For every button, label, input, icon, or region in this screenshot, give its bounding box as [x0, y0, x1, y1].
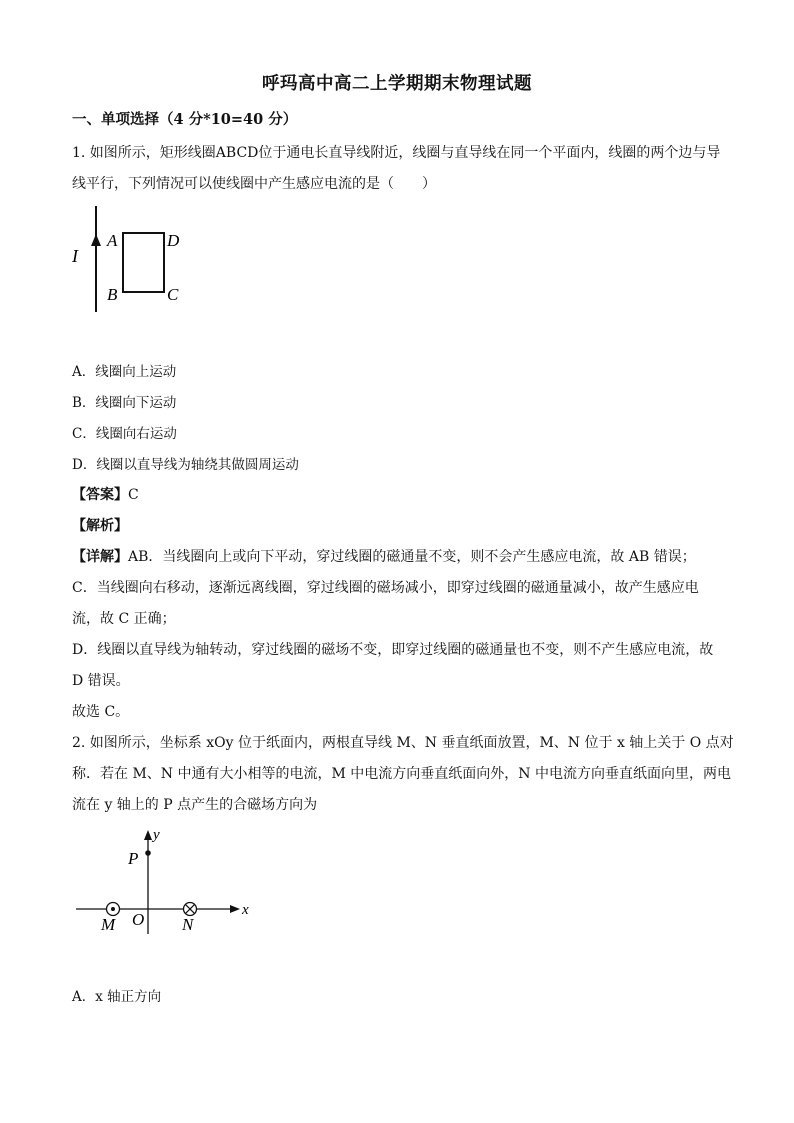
q2-stem-line-3: 流在 y 轴上的 P 点产生的合磁场方向为	[72, 797, 318, 813]
q1-stem-line-2: 线平行，下列情况可以使线圈中产生感应电流的是（ ）	[72, 176, 436, 192]
q1-detail-line-1	[72, 546, 696, 566]
section-heading: 一、单项选择（4 分*10=40 分）	[72, 111, 298, 128]
q1-detail-line-6: 故选 C。	[72, 704, 130, 720]
rectangular-coil	[123, 233, 164, 292]
q1-detail-line-4: D．线圈以直导线为轴转动，穿过线圈的磁场不变，即穿过线圈的磁通量也不变，则不产生感应电流，故	[72, 642, 714, 658]
q1-analysis-heading	[72, 515, 128, 535]
q1-answer	[72, 484, 139, 504]
x-axis-arrow-icon	[230, 905, 240, 913]
label-p: P	[128, 849, 139, 868]
coil-label-d: D	[167, 231, 180, 250]
label-m: M	[101, 915, 116, 934]
point-p	[145, 850, 151, 856]
coil-label-b: B	[107, 285, 118, 304]
label-o: O	[132, 910, 145, 929]
q1-option-d: D．线圈以直导线为轴绕其做圆周运动	[72, 457, 299, 473]
y-axis-arrow-icon	[144, 830, 152, 840]
q2-stem-line-1: 2. 如图所示，坐标系 xOy 位于纸面内，两根直导线 M、N 垂直纸面放置，M、N 位于 x 轴上关于 O 点对	[72, 735, 734, 751]
wire-n-into-page-icon	[184, 903, 197, 916]
q1-figure	[60, 200, 200, 320]
detail-text-1: AB．当线圈向上或向下平动，穿过线圈的磁通量不变，则不会产生感应电流，故 AB 错误；	[128, 549, 696, 565]
detail-tag: 【详解】	[72, 549, 128, 565]
wire-m-out-of-page-icon	[107, 903, 120, 916]
answer-value: C	[128, 487, 139, 503]
q1-stem-line-1: 1. 如图所示，矩形线圈ABCD位于通电长直导线附近，线圈与直导线在同一个平面内，线圈的两个边与导	[72, 145, 721, 161]
q1-option-c: C．线圈向右运动	[72, 426, 177, 442]
label-y: y	[153, 827, 160, 843]
coil-label-a: A	[107, 231, 118, 250]
label-x: x	[242, 902, 249, 918]
current-label: I	[72, 246, 78, 266]
q1-detail-line-5: D 错误。	[72, 673, 130, 689]
label-n: N	[182, 915, 194, 934]
current-arrow-icon	[91, 234, 101, 246]
q2-stem-line-2: 称．若在 M、N 中通有大小相等的电流，M 中电流方向垂直纸面向外，N 中电流方向垂直纸面向里，两电	[72, 766, 731, 782]
q1-option-a: A．线圈向上运动	[72, 364, 177, 380]
q1-option-b: B．线圈向下运动	[72, 395, 177, 411]
q2-figure	[70, 822, 260, 942]
page-title: 呼玛高中高二上学期期末物理试题	[262, 74, 532, 94]
answer-tag: 【答案】	[72, 487, 128, 503]
coil-label-c: C	[167, 285, 179, 304]
q2-option-a: A．x 轴正方向	[72, 989, 162, 1005]
analysis-tag: 【解析】	[72, 518, 128, 534]
q1-detail-line-2: C．当线圈向右移动，逐渐远离线圈，穿过线圈的磁场减小，即穿过线圈的磁通量减小，故产生感应电	[72, 580, 699, 596]
q1-detail-line-3: 流，故 C 正确；	[72, 611, 176, 627]
